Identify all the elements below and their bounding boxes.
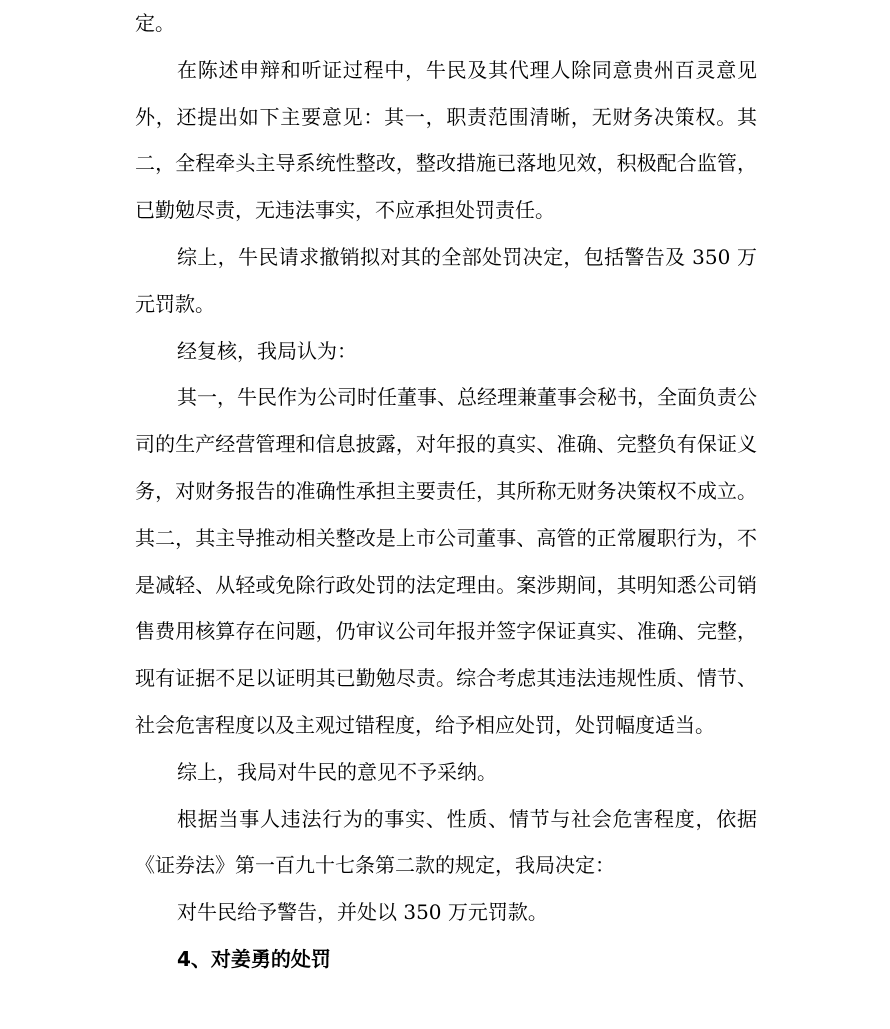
section-heading-jiang-yong: 4、对姜勇的处罚 — [177, 946, 331, 971]
document-body — [135, 0, 757, 983]
paragraph-legal-basis: 根据当事人违法行为的事实、性质、情节与社会危害程度，依据《证券法》第一百九十七条第二款的规定，我局决定： — [135, 806, 757, 878]
paragraph-hearing-opinions: 在陈述申辩和听证过程中，牛民及其代理人除同意贵州百灵意见外，还提出如下主要意见：其一，职责范围清晰，无财务决策权。其二，全程牵头主导系统性整改，整改措施已落地见效，积极配合监管，已勤勉尽责，无违法事实，不应承担处罚责任。 — [135, 57, 757, 223]
paragraph-not-adopted: 综上，我局对牛民的意见不予采纳。 — [177, 759, 497, 784]
paragraph-revocation-request: 综上，牛民请求撤销拟对其的全部处罚决定，包括警告及 350 万元罚款。 — [135, 244, 757, 316]
paragraph-continuation: 定。 — [135, 11, 175, 35]
paragraph-penalty-decision: 对牛民给予警告，并处以 350 万元罚款。 — [177, 900, 548, 925]
paragraph-review-intro: 经复核，我局认为： — [177, 338, 357, 363]
paragraph-review-findings: 其一，牛民作为公司时任董事、总经理兼董事会秘书，全面负责公司的生产经营管理和信息披露，对年报的真实、准确、完整负有保证义务，对财务报告的准确性承担主要责任，其所称无财务决策权不成立。其二，其主导推动相关整改是上市公司董事、高管的正常履职行为，不是减轻、从轻或免除行政处罚的法定理由。案涉期间，其明知悉公司销售费用核算存在问题，仍审议公司年报并签字保证真实、准确、完整，现有证据不足以证明其已勤勉尽责。综合考虑其违法违规性质、情节、社会危害程度以及主观过错程度，给予相应处罚，处罚幅度适当。 — [135, 385, 757, 737]
